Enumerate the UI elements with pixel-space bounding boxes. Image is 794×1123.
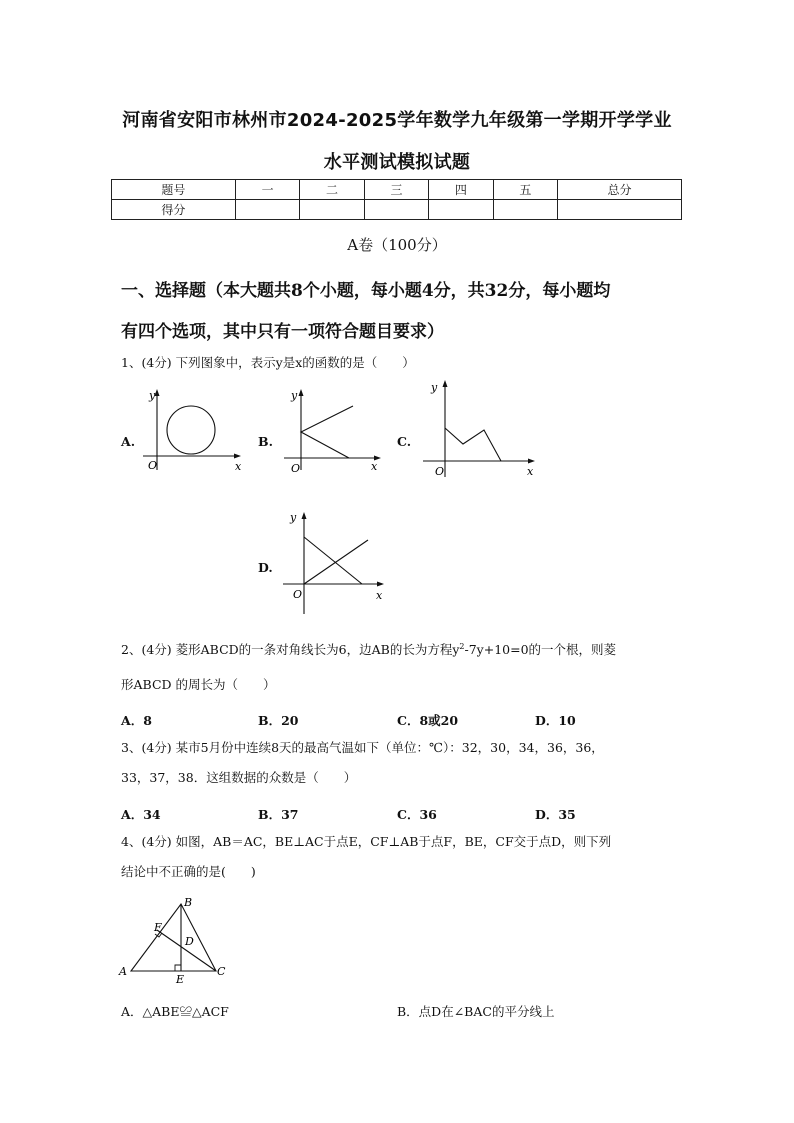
label-b: B [184,896,193,909]
label-e: E [176,973,185,986]
q4-stem-line2: 结论中不正确的是( ) [121,864,256,879]
origin-label: O [435,465,445,478]
score-cell [558,200,682,220]
score-cell [429,200,493,220]
y-axis-label: y [290,511,297,524]
y-axis-arrow [443,380,448,387]
q1-graph-d [278,508,390,618]
x-axis-label: x [371,460,378,473]
q1-option-d-label: D. [258,560,273,575]
part1-heading-line1: 一、选择题（本大题共8个小题，每小题4分，共32分，每小题均 [121,281,611,301]
q1-stem: 1、(4分) 下列图象中，表示y是x的函数的是（ ） [121,355,415,370]
x-axis-arrow [528,459,535,464]
origin-label: O [293,588,303,601]
x-axis-label: x [376,589,383,602]
q2-stem-superscript: 2 [459,642,465,651]
section-a-title: A卷（100分） [347,236,447,254]
q2-option-a: A．8 [121,713,152,728]
q1-option-b-label: B. [258,434,273,449]
y-axis-label: y [149,389,156,402]
q1-option-a-label: A. [121,434,136,449]
score-table [111,179,682,220]
q3-option-c: C．36 [397,807,437,822]
angle-curve [301,406,353,458]
document-title-line2: 水平测试模拟试题 [323,152,471,173]
x-axis-label: x [235,460,242,473]
q1-option-c-label: C. [397,434,412,449]
y-axis-arrow [302,512,307,519]
score-header-cell: 五 [493,180,557,200]
score-header-cell: 总分 [558,180,682,200]
score-header-cell: 二 [300,180,364,200]
score-table-score-row [112,200,682,220]
polyline-curve [445,428,501,461]
q2-stem-part-b: -7y+10=0的一个根，则菱 [464,642,617,658]
label-a: A [119,965,127,978]
y-axis-label: y [431,381,438,394]
y-axis-label: y [291,389,298,402]
q2-stem-line2: 形ABCD 的周长为（ ） [121,677,276,692]
q3-option-d: D．35 [535,807,576,822]
y-axis-arrow [299,389,304,396]
q4-stem-line1: 4、(4分) 如图，AB＝AC，BE⊥AC于点E，CF⊥AB于点F，BE，CF交于点D，则下列 [121,834,612,849]
part1-heading-line2: 有四个选项，其中只有一项符合题目要求） [121,322,444,342]
decreasing-line [304,537,362,584]
x-axis-label: x [527,465,534,478]
x-axis-arrow [234,454,241,459]
score-cell [300,200,364,220]
score-cell [493,200,557,220]
q3-option-a: A．34 [121,807,161,822]
score-cell [235,200,299,220]
label-c: C [217,965,226,978]
label-f: F [154,921,162,934]
q4-option-a: A．△ABE≌△ACF [121,1004,229,1019]
origin-label: O [148,459,158,472]
right-angle-mark-e [175,965,181,971]
q2-option-c: C．8或20 [397,713,459,728]
document-title-line1: 河南省安阳市林州市2024-2025学年数学九年级第一学期开学学业 [122,110,672,131]
q2-option-b: B．20 [258,713,299,728]
score-header-cell: 三 [364,180,428,200]
q2-stem-line1 [121,643,616,657]
q3-option-b: B．37 [258,807,299,822]
label-d: D [185,935,194,948]
q3-stem-line2: 33，37，38．这组数据的众数是（ ） [121,770,357,785]
q1-graph-c [418,376,543,481]
q2-option-d: D．10 [535,713,576,728]
q1-graph-b [278,386,388,476]
triangle-abc [131,904,216,971]
q4-option-b: B．点D在∠BAC的平分线上 [397,1004,555,1019]
origin-label: O [291,462,301,475]
circle-curve [167,406,215,454]
score-header-cell: 题号 [112,180,236,200]
q2-stem-part-a: 2、(4分) 菱形ABCD的一条对角线长为6，边AB的长为方程y [121,642,460,658]
q4-triangle-figure [116,894,236,986]
score-header-cell: 四 [429,180,493,200]
q3-stem-line1: 3、(4分) 某市5月份中连续8天的最高气温如下（单位：℃）：32，30，34，36，36， [121,740,604,755]
score-header-cell: 一 [235,180,299,200]
x-axis-arrow [377,582,384,587]
score-row-label: 得分 [112,200,236,220]
y-axis-arrow [155,389,160,396]
score-cell [364,200,428,220]
increasing-line [304,540,368,584]
q1-graph-a [140,386,250,476]
score-table-header-row [112,180,682,200]
